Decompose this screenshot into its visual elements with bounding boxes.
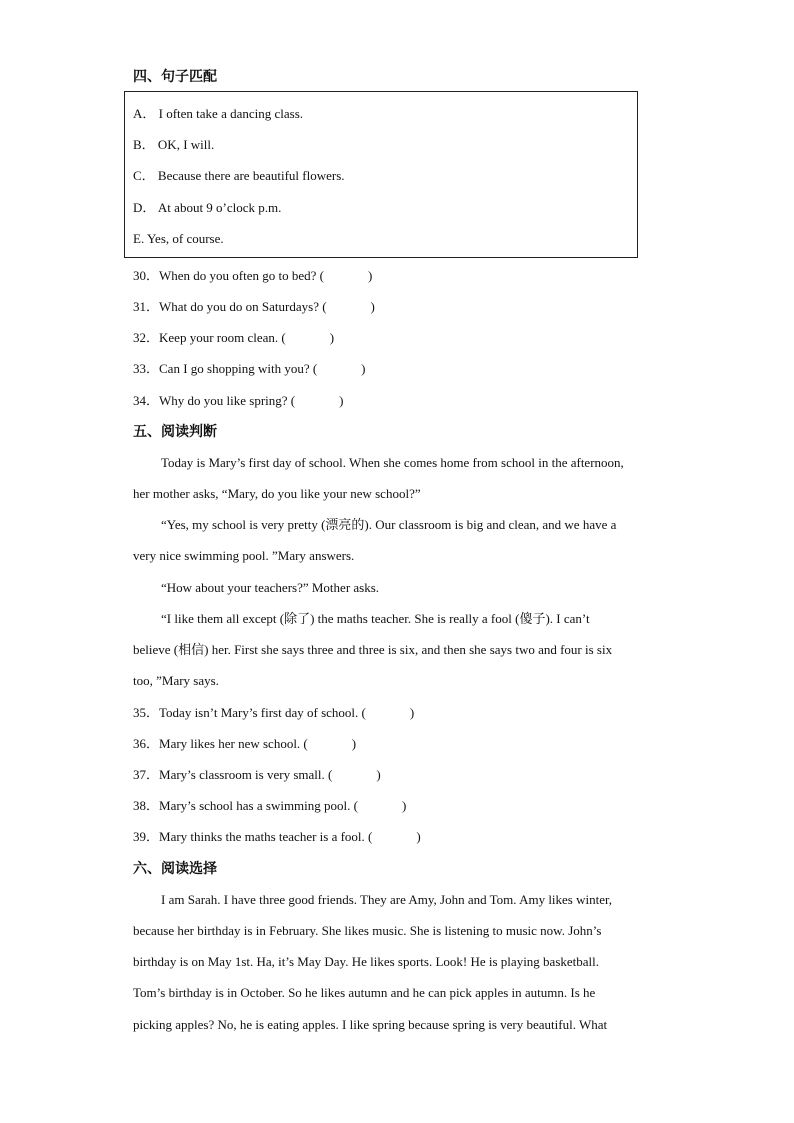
passage-line: I am Sarah. I have three good friends. They are Amy, John and Tom. Amy likes winter, [161,892,613,907]
passage-line: very nice swimming pool. ”Mary answers. [133,548,355,563]
close-paren: ) [401,798,407,813]
option-d: D． At about 9 o’clock p.m. [133,200,282,215]
option-e: E. Yes, of course. [133,231,224,246]
passage-line: her mother asks, “Mary, do you like your new school?” [133,486,421,501]
passage-line: picking apples? No, he is eating apples. I like spring because spring is very beautiful. What [133,1017,608,1032]
passage-line: birthday is on May 1st. Ha, it’s May Day. He likes sports. Look! He is playing basketball. [133,954,600,969]
question-number: 37． [133,767,160,782]
close-paren: ) [351,736,357,751]
question-number: 32． [133,330,160,345]
passage-line: because her birthday is in February. She likes music. She is listening to music now. John’s [133,923,602,938]
question-number: 38． [133,798,160,813]
passage-line: “I like them all except (除了) the maths teacher. She is really a fool (傻子). I can’t [161,611,590,626]
question-text: Can I go shopping with you? ( [159,361,318,376]
question-37 [133,767,381,783]
question-number: 34． [133,393,160,408]
close-paren: ) [370,299,375,314]
close-paren: ) [329,330,335,345]
close-paren: ) [361,361,366,376]
section-4-title: 四、句子匹配 [133,69,217,85]
passage-line: Today is Mary’s first day of school. When she comes home from school in the afternoon, [161,455,624,470]
question-text: Keep your room clean. ( [159,330,286,345]
close-paren: ) [376,767,381,782]
question-number: 31． [133,299,160,314]
question-text: Mary thinks the maths teacher is a fool. ( [159,829,373,844]
question-text: What do you do on Saturdays? ( [159,299,327,314]
question-31 [133,299,375,315]
passage-line: Tom’s birthday is in October. So he likes autumn and he can pick apples in autumn. Is he [133,985,596,1000]
question-33 [133,361,366,377]
question-32 [133,330,334,346]
question-text: Mary’s classroom is very small. ( [159,767,333,782]
question-number: 33． [133,361,160,376]
question-34 [133,393,343,409]
close-paren: ) [368,268,373,283]
question-text: Today isn’t Mary’s first day of school. ( [159,705,366,720]
question-text: When do you often go to bed? ( [159,268,324,283]
close-paren: ) [409,705,415,720]
option-b: B． OK, I will. [133,137,215,152]
options-box [124,91,638,258]
option-c: C． Because there are beautiful flowers. [133,168,345,183]
question-number: 30． [133,268,160,283]
option-a: A． I often take a dancing class. [133,106,304,121]
section-6-title: 六、阅读选择 [133,861,217,877]
close-paren: ) [416,829,421,844]
section-5-title: 五、阅读判断 [133,424,217,440]
passage-line: “Yes, my school is very pretty (漂亮的). Our classroom is big and clean, and we have a [161,517,617,532]
question-36 [133,736,356,752]
question-39 [133,829,421,845]
question-text: Mary’s school has a swimming pool. ( [159,798,358,813]
close-paren: ) [339,393,344,408]
question-38 [133,798,406,814]
question-number: 36． [133,736,160,751]
question-30 [133,268,372,284]
question-number: 39． [133,829,160,844]
passage-line: believe (相信) her. First she says three and three is six, and then she says two and four is six [133,642,613,657]
passage-line: “How about your teachers?” Mother asks. [161,580,380,595]
question-text: Why do you like spring? ( [159,393,296,408]
question-number: 35． [133,705,160,720]
question-text: Mary likes her new school. ( [159,736,308,751]
passage-line: too, ”Mary says. [133,673,219,688]
question-35 [133,705,414,721]
